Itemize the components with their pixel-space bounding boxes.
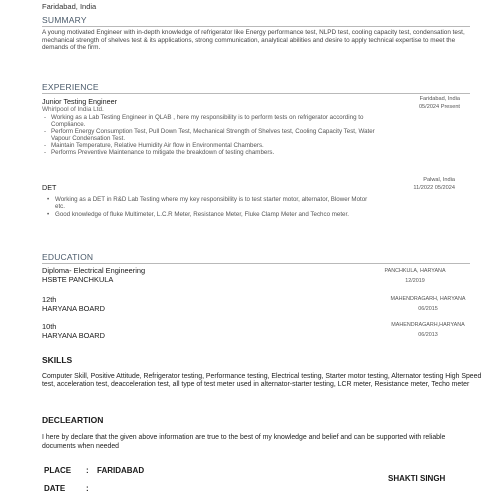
job-location: Palwal, India	[423, 177, 455, 183]
education-meta	[378, 294, 478, 314]
education-title: 10th	[42, 322, 57, 331]
job-title: Junior Testing Engineer	[42, 97, 117, 106]
education-date: 12/2019	[405, 278, 425, 284]
education-title: Diploma- Electrical Engineering	[42, 266, 146, 275]
job-bullet: - Maintain Temperature, Relative Humidity Air flow in Environmental Chambers.	[51, 143, 392, 150]
job-bullet: • Working as a DET in R&D Lab Testing where my key responsibility is to test starter motor, alternator, Blower Motor etc.	[55, 196, 376, 211]
date-separator: :	[86, 484, 89, 493]
education-divider	[42, 263, 470, 264]
education-meta	[370, 266, 460, 286]
job-bullets	[46, 196, 376, 218]
job-dates: 11/2022 05/2024	[413, 185, 455, 192]
summary-heading: SUMMARY	[42, 15, 87, 25]
place-separator: :	[86, 466, 89, 475]
job-company: Whirlpool of India Ltd.	[42, 106, 104, 113]
education-institution: HARYANA BOARD	[42, 331, 105, 340]
summary-divider	[42, 26, 470, 27]
declaration-text: I here by declare that the given above information are true to the best of my knowledge and belief and can be supported with reliable documents when needed	[42, 434, 446, 450]
job-meta	[355, 176, 455, 193]
job-bullet: - Perform Energy Consumption Test, Pull Down Test, Mechanical Strength of Shelves test, Cooling Capacity Test, Water Vapour Condensation Test.	[51, 129, 392, 142]
job-title: DET	[42, 183, 57, 192]
education-meta	[378, 320, 478, 340]
skills-heading: SKILLS	[42, 355, 73, 365]
signature-name: SHAKTI SINGH	[388, 474, 446, 483]
education-institution: HARYANA BOARD	[42, 304, 105, 313]
job-dates: 05/2024 Present	[418, 104, 460, 111]
job-location: Faridabad, India	[419, 96, 460, 102]
date-label: DATE	[44, 484, 66, 493]
job-meta	[360, 95, 460, 112]
education-title: 12th	[42, 295, 57, 304]
declaration-heading: DECLEARTION	[42, 415, 104, 425]
education-item	[42, 295, 105, 313]
education-heading: EDUCATION	[42, 252, 94, 262]
education-place: PANCHKULA, HARYANA	[384, 268, 446, 274]
place-value: FARIDABAD	[97, 466, 145, 475]
job-bullet: - Performs Preventive Maintenance to mitigate the breakdown of testing chambers.	[51, 150, 392, 157]
skills-text: Computer Skill, Positive Attitude, Refrigerator testing, Performance testing, Electrical testing, Starter motor testing, Alternator testing High Speed test, acceleration test, deacceleration test, all type of test meter used in alternator-starter testing, LCR meter, Resistance meter, Techo meter	[42, 373, 482, 389]
education-item	[42, 322, 105, 340]
job-bullet: - Working as a Lab Testing Engineer in QLAB , here my responsibility is to perform tests on refrigerator according to Compliance.	[51, 115, 392, 128]
education-date: 06/2015	[418, 306, 438, 312]
experience-divider	[42, 93, 470, 94]
job-bullet: • Good knowledge of fluke Multimeter, L.C.R Meter, Resistance Meter, Fluke Clamp Meter and Techco meter.	[55, 211, 376, 218]
job-bullets	[42, 115, 392, 156]
experience-heading: EXPERIENCE	[42, 82, 99, 92]
education-item	[42, 266, 145, 284]
place-label: PLACE	[44, 466, 72, 475]
header-location: Faridabad, India	[42, 2, 97, 11]
education-place: MAHENDRAGARH,HARYANA	[391, 322, 465, 328]
education-date: 06/2013	[418, 332, 438, 338]
summary-text: A young motivated Engineer with in-depth knowledge of refrigerator like Energy performance test, NLPD test, cooling capacity test, condensation test, mechanical strength of shelves test & its applications, strong communication, analytical abilities and desire to apply technical expertise to meet the demands of the firm.	[42, 29, 465, 52]
education-place: MAHENDRAGARH, HARYANA	[390, 296, 466, 302]
education-institution: HSBTE PANCHKULA	[42, 275, 114, 284]
